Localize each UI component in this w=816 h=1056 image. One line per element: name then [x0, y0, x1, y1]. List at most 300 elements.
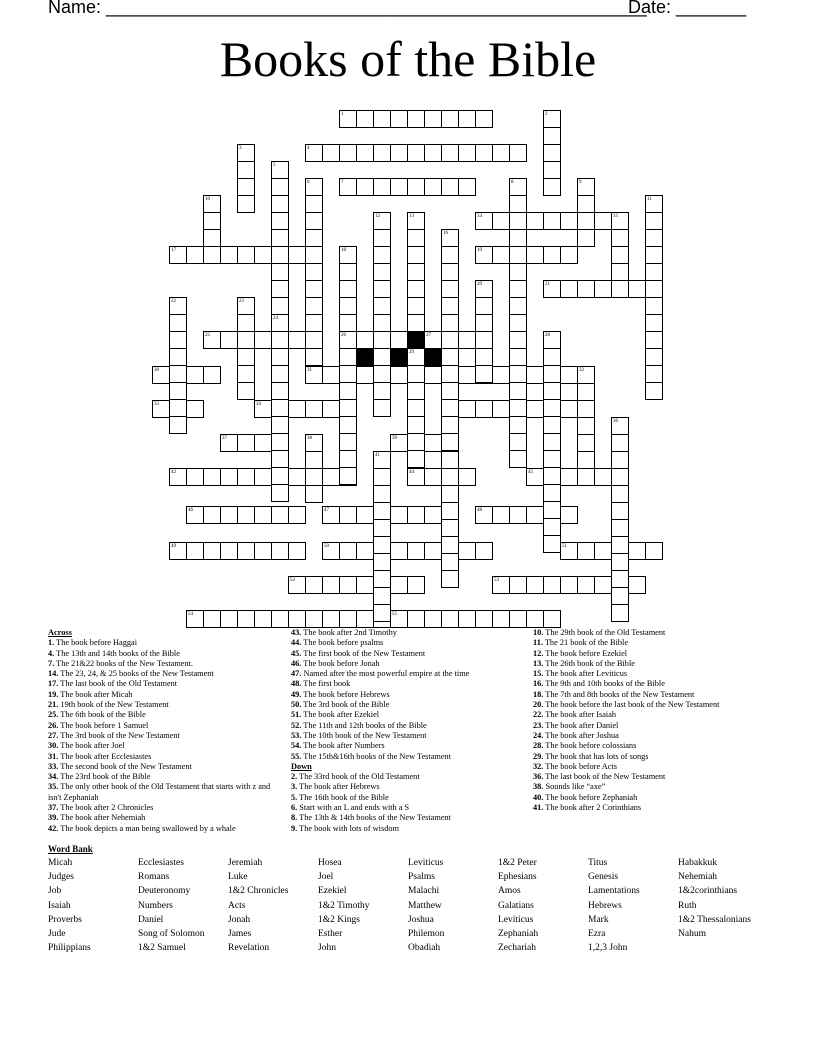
grid-cell[interactable]: [305, 229, 323, 247]
grid-cell[interactable]: [475, 212, 493, 230]
grid-cell[interactable]: [475, 506, 493, 524]
grid-cell[interactable]: [373, 212, 391, 230]
grid-cell[interactable]: [475, 280, 493, 298]
grid-cell[interactable]: [237, 246, 255, 264]
grid-cell[interactable]: [441, 519, 459, 537]
grid-cell[interactable]: [339, 506, 357, 524]
grid-cell[interactable]: [526, 366, 544, 384]
grid-cell[interactable]: [271, 542, 289, 560]
grid-cell[interactable]: [441, 553, 459, 571]
grid-cell[interactable]: [254, 400, 272, 418]
grid-cell[interactable]: [645, 297, 663, 315]
grid-cell[interactable]: [509, 348, 527, 366]
grid-cell[interactable]: [373, 229, 391, 247]
grid-cell[interactable]: [339, 246, 357, 264]
grid-cell[interactable]: [441, 416, 459, 434]
grid-cell[interactable]: [560, 506, 578, 524]
grid-cell[interactable]: [441, 246, 459, 264]
grid-cell[interactable]: [458, 366, 476, 384]
grid-cell[interactable]: [645, 348, 663, 366]
grid-cell[interactable]: [407, 382, 425, 400]
grid-cell[interactable]: [509, 229, 527, 247]
grid-cell[interactable]: [254, 542, 272, 560]
grid-cell[interactable]: [509, 195, 527, 213]
grid-cell[interactable]: [407, 542, 425, 560]
grid-cell[interactable]: [305, 263, 323, 281]
grid-cell[interactable]: [373, 144, 391, 162]
grid-cell[interactable]: [220, 610, 238, 628]
grid-cell[interactable]: [339, 263, 357, 281]
grid-cell[interactable]: [152, 400, 170, 418]
grid-cell[interactable]: [543, 399, 561, 417]
grid-cell[interactable]: [356, 331, 374, 349]
grid-cell[interactable]: [237, 297, 255, 315]
grid-cell[interactable]: [441, 110, 459, 128]
grid-cell[interactable]: [441, 433, 459, 451]
grid-cell[interactable]: [288, 506, 306, 524]
grid-cell[interactable]: [271, 280, 289, 298]
grid-cell[interactable]: [526, 576, 544, 594]
grid-cell[interactable]: [645, 382, 663, 400]
grid-cell[interactable]: [271, 365, 289, 383]
grid-cell[interactable]: [373, 382, 391, 400]
grid-cell[interactable]: [543, 518, 561, 536]
grid-cell[interactable]: [305, 314, 323, 332]
grid-cell[interactable]: [475, 331, 493, 349]
grid-cell[interactable]: [492, 610, 510, 628]
grid-cell[interactable]: [373, 587, 391, 605]
grid-cell[interactable]: [305, 331, 323, 349]
grid-cell[interactable]: [169, 348, 187, 366]
grid-cell[interactable]: [645, 263, 663, 281]
grid-cell[interactable]: [169, 314, 187, 332]
grid-cell[interactable]: [169, 365, 187, 383]
grid-cell[interactable]: [169, 246, 187, 264]
grid-cell[interactable]: [186, 246, 204, 264]
grid-cell[interactable]: [271, 212, 289, 230]
grid-cell[interactable]: [271, 348, 289, 366]
grid-cell[interactable]: [356, 144, 374, 162]
grid-cell[interactable]: [611, 502, 629, 520]
grid-cell[interactable]: [373, 365, 391, 383]
grid-cell[interactable]: [220, 468, 238, 486]
grid-cell[interactable]: [407, 433, 425, 451]
grid-cell[interactable]: [543, 212, 561, 230]
grid-cell[interactable]: [271, 506, 289, 524]
grid-cell[interactable]: [509, 314, 527, 332]
grid-cell[interactable]: [509, 399, 527, 417]
grid-cell[interactable]: [305, 468, 323, 486]
grid-cell[interactable]: [611, 434, 629, 452]
grid-cell[interactable]: [475, 144, 493, 162]
grid-cell[interactable]: [543, 535, 561, 553]
grid-cell[interactable]: [560, 576, 578, 594]
grid-cell[interactable]: [203, 366, 221, 384]
grid-cell[interactable]: [475, 348, 493, 366]
grid-cell[interactable]: [594, 468, 612, 486]
grid-cell[interactable]: [441, 229, 459, 247]
grid-cell[interactable]: [271, 178, 289, 196]
grid-cell[interactable]: [594, 576, 612, 594]
grid-cell[interactable]: [577, 383, 595, 401]
grid-cell[interactable]: [441, 331, 459, 349]
grid-cell[interactable]: [441, 365, 459, 383]
grid-cell[interactable]: [543, 484, 561, 502]
grid-cell[interactable]: [356, 178, 374, 196]
grid-cell[interactable]: [441, 502, 459, 520]
grid-cell[interactable]: [271, 382, 289, 400]
grid-cell[interactable]: [373, 297, 391, 315]
grid-cell[interactable]: [186, 506, 204, 524]
grid-cell[interactable]: [645, 314, 663, 332]
grid-cell[interactable]: [441, 451, 459, 469]
grid-cell[interactable]: [424, 468, 442, 486]
grid-cell[interactable]: [424, 178, 442, 196]
grid-cell[interactable]: [475, 542, 493, 560]
grid-cell[interactable]: [509, 280, 527, 298]
grid-cell[interactable]: [543, 178, 561, 196]
grid-cell[interactable]: [458, 110, 476, 128]
grid-cell[interactable]: [509, 365, 527, 383]
grid-cell[interactable]: [407, 229, 425, 247]
grid-cell[interactable]: [322, 576, 340, 594]
grid-cell[interactable]: [611, 417, 629, 435]
grid-cell[interactable]: [237, 331, 255, 349]
grid-cell[interactable]: [305, 610, 323, 628]
grid-cell[interactable]: [254, 434, 272, 452]
grid-cell[interactable]: [390, 144, 408, 162]
grid-cell[interactable]: [271, 331, 289, 349]
grid-cell[interactable]: [203, 506, 221, 524]
grid-cell[interactable]: [407, 468, 425, 486]
grid-cell[interactable]: [373, 314, 391, 332]
grid-cell[interactable]: [288, 331, 306, 349]
grid-cell[interactable]: [611, 587, 629, 605]
grid-cell[interactable]: [458, 178, 476, 196]
grid-cell[interactable]: [543, 382, 561, 400]
grid-cell[interactable]: [441, 263, 459, 281]
grid-cell[interactable]: [543, 450, 561, 468]
grid-cell[interactable]: [560, 280, 578, 298]
grid-cell[interactable]: [220, 506, 238, 524]
grid-cell[interactable]: [271, 229, 289, 247]
grid-cell[interactable]: [577, 366, 595, 384]
grid-cell[interactable]: [322, 366, 340, 384]
grid-cell[interactable]: [645, 280, 663, 298]
grid-cell[interactable]: [339, 365, 357, 383]
grid-cell[interactable]: [169, 297, 187, 315]
grid-cell[interactable]: [645, 212, 663, 230]
grid-cell[interactable]: [611, 280, 629, 298]
grid-cell[interactable]: [339, 416, 357, 434]
grid-cell[interactable]: [339, 178, 357, 196]
grid-cell[interactable]: [424, 331, 442, 349]
grid-cell[interactable]: [305, 348, 323, 366]
grid-cell[interactable]: [611, 229, 629, 247]
grid-cell[interactable]: [509, 144, 527, 162]
grid-cell[interactable]: [322, 610, 340, 628]
grid-cell[interactable]: [611, 604, 629, 622]
grid-cell[interactable]: [407, 280, 425, 298]
grid-cell[interactable]: [441, 485, 459, 503]
grid-cell[interactable]: [424, 506, 442, 524]
grid-cell[interactable]: [339, 433, 357, 451]
grid-cell[interactable]: [390, 331, 408, 349]
grid-cell[interactable]: [203, 331, 221, 349]
grid-cell[interactable]: [458, 144, 476, 162]
grid-cell[interactable]: [475, 365, 493, 383]
grid-cell[interactable]: [186, 468, 204, 486]
grid-cell[interactable]: [645, 365, 663, 383]
grid-cell[interactable]: [543, 348, 561, 366]
grid-cell[interactable]: [390, 110, 408, 128]
grid-cell[interactable]: [373, 451, 391, 469]
grid-cell[interactable]: [441, 144, 459, 162]
grid-cell[interactable]: [543, 610, 561, 628]
grid-cell[interactable]: [271, 161, 289, 179]
grid-cell[interactable]: [441, 280, 459, 298]
grid-cell[interactable]: [475, 314, 493, 332]
grid-cell[interactable]: [322, 506, 340, 524]
grid-cell[interactable]: [407, 416, 425, 434]
grid-cell[interactable]: [305, 144, 323, 162]
grid-cell[interactable]: [305, 246, 323, 264]
grid-cell[interactable]: [492, 366, 510, 384]
grid-cell[interactable]: [594, 542, 612, 560]
grid-cell[interactable]: [611, 570, 629, 588]
grid-cell[interactable]: [271, 399, 289, 417]
grid-cell[interactable]: [390, 610, 408, 628]
grid-cell[interactable]: [288, 400, 306, 418]
grid-cell[interactable]: [271, 450, 289, 468]
grid-cell[interactable]: [645, 229, 663, 247]
grid-cell[interactable]: [373, 519, 391, 537]
grid-cell[interactable]: [611, 451, 629, 469]
grid-cell[interactable]: [339, 610, 357, 628]
grid-cell[interactable]: [577, 195, 595, 213]
grid-cell[interactable]: [407, 144, 425, 162]
grid-cell[interactable]: [203, 195, 221, 213]
grid-cell[interactable]: [305, 451, 323, 469]
grid-cell[interactable]: [169, 382, 187, 400]
grid-cell[interactable]: [271, 467, 289, 485]
grid-cell[interactable]: [645, 246, 663, 264]
grid-cell[interactable]: [492, 576, 510, 594]
grid-cell[interactable]: [271, 263, 289, 281]
grid-cell[interactable]: [305, 297, 323, 315]
grid-cell[interactable]: [390, 434, 408, 452]
grid-cell[interactable]: [373, 110, 391, 128]
grid-cell[interactable]: [373, 485, 391, 503]
grid-cell[interactable]: [509, 331, 527, 349]
grid-cell[interactable]: [220, 331, 238, 349]
grid-cell[interactable]: [288, 542, 306, 560]
grid-cell[interactable]: [407, 365, 425, 383]
grid-cell[interactable]: [492, 144, 510, 162]
grid-cell[interactable]: [169, 399, 187, 417]
grid-cell[interactable]: [611, 536, 629, 554]
grid-cell[interactable]: [356, 542, 374, 560]
grid-cell[interactable]: [271, 610, 289, 628]
grid-cell[interactable]: [424, 144, 442, 162]
grid-cell[interactable]: [611, 485, 629, 503]
grid-cell[interactable]: [254, 246, 272, 264]
grid-cell[interactable]: [424, 542, 442, 560]
grid-cell[interactable]: [339, 331, 357, 349]
grid-cell[interactable]: [390, 542, 408, 560]
grid-cell[interactable]: [339, 314, 357, 332]
grid-cell[interactable]: [577, 178, 595, 196]
grid-cell[interactable]: [237, 161, 255, 179]
grid-cell[interactable]: [220, 434, 238, 452]
grid-cell[interactable]: [339, 576, 357, 594]
grid-cell[interactable]: [543, 127, 561, 145]
grid-cell[interactable]: [407, 212, 425, 230]
grid-cell[interactable]: [560, 400, 578, 418]
grid-cell[interactable]: [186, 610, 204, 628]
grid-cell[interactable]: [186, 542, 204, 560]
grid-cell[interactable]: [611, 553, 629, 571]
grid-cell[interactable]: [373, 178, 391, 196]
grid-cell[interactable]: [509, 178, 527, 196]
grid-cell[interactable]: [169, 468, 187, 486]
grid-cell[interactable]: [373, 502, 391, 520]
grid-cell[interactable]: [203, 229, 221, 247]
grid-cell[interactable]: [628, 542, 646, 560]
grid-cell[interactable]: [492, 246, 510, 264]
grid-cell[interactable]: [390, 366, 408, 384]
grid-cell[interactable]: [509, 246, 527, 264]
grid-cell[interactable]: [560, 366, 578, 384]
grid-cell[interactable]: [407, 506, 425, 524]
grid-cell[interactable]: [203, 468, 221, 486]
grid-cell[interactable]: [475, 297, 493, 315]
grid-cell[interactable]: [441, 536, 459, 554]
grid-cell[interactable]: [475, 246, 493, 264]
grid-cell[interactable]: [339, 348, 357, 366]
grid-cell[interactable]: [237, 314, 255, 332]
grid-cell[interactable]: [543, 331, 561, 349]
grid-cell[interactable]: [305, 434, 323, 452]
grid-cell[interactable]: [339, 382, 357, 400]
grid-cell[interactable]: [492, 506, 510, 524]
grid-cell[interactable]: [356, 366, 374, 384]
grid-cell[interactable]: [237, 178, 255, 196]
grid-cell[interactable]: [577, 212, 595, 230]
grid-cell[interactable]: [339, 467, 357, 485]
grid-cell[interactable]: [407, 576, 425, 594]
grid-cell[interactable]: [305, 212, 323, 230]
grid-cell[interactable]: [543, 365, 561, 383]
grid-cell[interactable]: [458, 400, 476, 418]
grid-cell[interactable]: [288, 576, 306, 594]
grid-cell[interactable]: [237, 542, 255, 560]
grid-cell[interactable]: [407, 314, 425, 332]
grid-cell[interactable]: [526, 400, 544, 418]
grid-cell[interactable]: [441, 297, 459, 315]
grid-cell[interactable]: [407, 178, 425, 196]
grid-cell[interactable]: [373, 604, 391, 622]
grid-cell[interactable]: [186, 366, 204, 384]
grid-cell[interactable]: [645, 542, 663, 560]
grid-cell[interactable]: [526, 468, 544, 486]
grid-cell[interactable]: [407, 399, 425, 417]
grid-cell[interactable]: [441, 570, 459, 588]
grid-cell[interactable]: [407, 348, 425, 366]
grid-cell[interactable]: [424, 110, 442, 128]
grid-cell[interactable]: [611, 468, 629, 486]
grid-cell[interactable]: [458, 331, 476, 349]
grid-cell[interactable]: [594, 212, 612, 230]
grid-cell[interactable]: [526, 246, 544, 264]
grid-cell[interactable]: [645, 195, 663, 213]
grid-cell[interactable]: [509, 450, 527, 468]
grid-cell[interactable]: [271, 314, 289, 332]
grid-cell[interactable]: [254, 506, 272, 524]
grid-cell[interactable]: [407, 263, 425, 281]
grid-cell[interactable]: [390, 506, 408, 524]
grid-cell[interactable]: [611, 263, 629, 281]
grid-cell[interactable]: [492, 212, 510, 230]
grid-cell[interactable]: [288, 246, 306, 264]
grid-cell[interactable]: [628, 576, 646, 594]
grid-cell[interactable]: [577, 280, 595, 298]
grid-cell[interactable]: [322, 542, 340, 560]
grid-cell[interactable]: [424, 366, 442, 384]
grid-cell[interactable]: [220, 542, 238, 560]
grid-cell[interactable]: [458, 468, 476, 486]
grid-cell[interactable]: [577, 576, 595, 594]
grid-cell[interactable]: [611, 212, 629, 230]
grid-cell[interactable]: [322, 468, 340, 486]
grid-cell[interactable]: [475, 400, 493, 418]
grid-cell[interactable]: [356, 576, 374, 594]
grid-cell[interactable]: [577, 434, 595, 452]
grid-cell[interactable]: [373, 246, 391, 264]
grid-cell[interactable]: [203, 610, 221, 628]
grid-cell[interactable]: [339, 542, 357, 560]
grid-cell[interactable]: [577, 468, 595, 486]
grid-cell[interactable]: [611, 519, 629, 537]
grid-cell[interactable]: [305, 195, 323, 213]
grid-cell[interactable]: [407, 246, 425, 264]
grid-cell[interactable]: [441, 178, 459, 196]
grid-cell[interactable]: [407, 297, 425, 315]
grid-cell[interactable]: [339, 297, 357, 315]
grid-cell[interactable]: [373, 570, 391, 588]
grid-cell[interactable]: [373, 331, 391, 349]
grid-cell[interactable]: [526, 506, 544, 524]
grid-cell[interactable]: [475, 610, 493, 628]
grid-cell[interactable]: [611, 246, 629, 264]
grid-cell[interactable]: [577, 417, 595, 435]
grid-cell[interactable]: [339, 450, 357, 468]
grid-cell[interactable]: [237, 348, 255, 366]
grid-cell[interactable]: [628, 280, 646, 298]
grid-cell[interactable]: [407, 610, 425, 628]
grid-cell[interactable]: [169, 331, 187, 349]
grid-cell[interactable]: [271, 416, 289, 434]
grid-cell[interactable]: [458, 610, 476, 628]
grid-cell[interactable]: [543, 433, 561, 451]
grid-cell[interactable]: [560, 246, 578, 264]
grid-cell[interactable]: [152, 366, 170, 384]
grid-cell[interactable]: [509, 610, 527, 628]
grid-cell[interactable]: [509, 433, 527, 451]
grid-cell[interactable]: [271, 433, 289, 451]
grid-cell[interactable]: [441, 314, 459, 332]
grid-cell[interactable]: [271, 246, 289, 264]
